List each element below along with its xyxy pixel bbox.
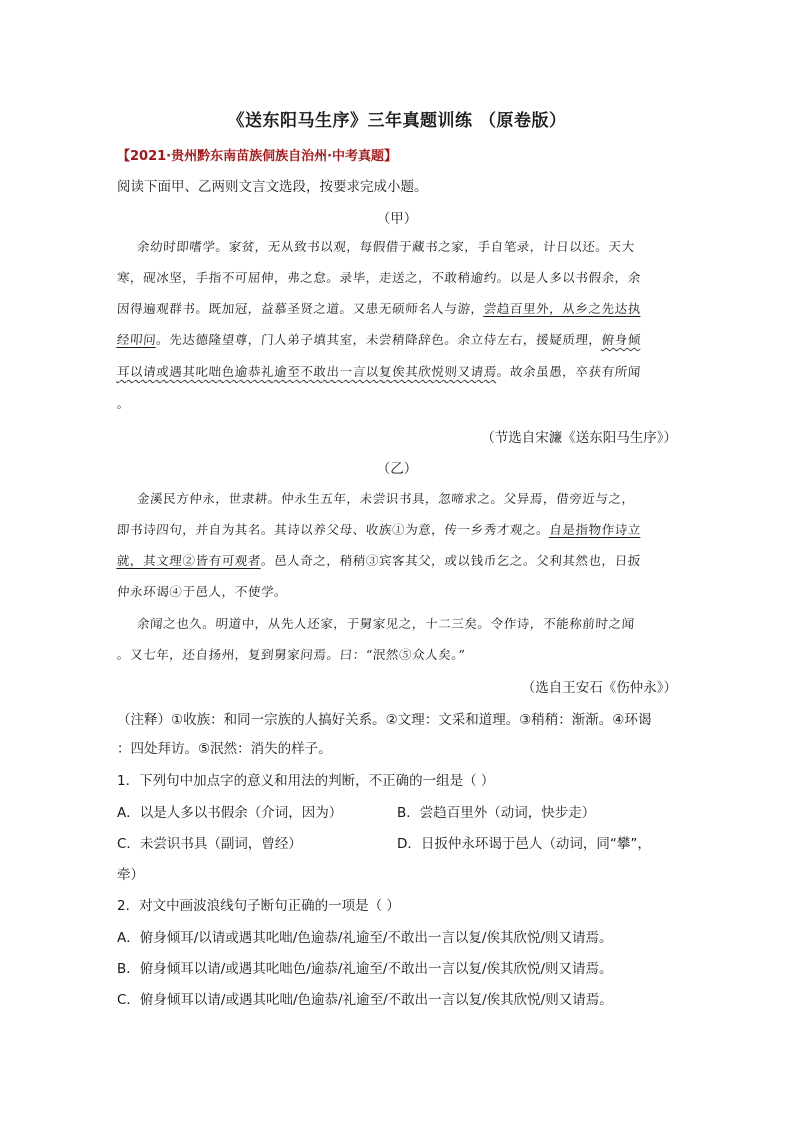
question-2-option-b: B．俯身倾耳以请/或遇其叱咄色/逾恭/礼逾至/不敢出一言以复/俟其欣悦/则又请焉。	[117, 961, 613, 977]
question-1-option-a: A．以是人多以书假余（介词，因为）	[117, 805, 343, 821]
passage-text: 。故余虽愚，卒获有所闻	[496, 364, 642, 379]
passage-yi-line: 金溪民方仲永，世隶耕。仲永生五年，未尝识书具，忽啼求之。父异焉，借旁近与之，	[136, 491, 636, 506]
underlined-sentence: 自是指物作诗立	[548, 522, 642, 537]
passage-yi-heading: （乙）	[376, 461, 418, 477]
passage-text: 因得遍观群书。既加冠，益慕圣贤之道。又患无硕师名人与游，	[116, 301, 485, 316]
passage-jia-line	[116, 362, 677, 380]
notes-line: ：四处拜访。⑤泯然：消失的样子。	[117, 741, 332, 757]
passage-jia-heading: （甲）	[376, 211, 418, 227]
passage-yi-line	[116, 551, 677, 569]
passage-yi-line: 。又七年，还自扬州，复到舅家问焉。曰：“泯然⑤众人矣。”	[116, 647, 466, 662]
passage-jia-line	[116, 330, 677, 348]
underlined-sentence: 就，其文理②皆有可观者	[116, 553, 262, 568]
question-1-option-b: B．尝趋百里外（动词，快步走）	[397, 805, 596, 821]
page-title: 《送东阳马生序》三年真题训练 （原卷版）	[227, 111, 567, 131]
passage-yi-source: （选自王安石《伤仲永》）	[521, 680, 677, 696]
passage-jia-line: 。	[116, 396, 131, 411]
exam-source-tag: 【2021·贵州黔东南苗族侗族自治州·中考真题】	[117, 149, 398, 164]
question-2-option-a: A．俯身倾耳/以请或遇其叱咄/色逾恭/礼逾至/不敢出一言以复/俟其欣悦/则又请焉。	[117, 930, 613, 946]
wavy-underlined-sentence: 耳以请或遇其叱咄色逾恭礼逾至不敢出一言以复俟其欣悦则又请焉	[116, 364, 498, 379]
question-2-stem: 2．对文中画波浪线句子断句正确的一项是（ ）	[117, 898, 400, 914]
passage-text: 即书诗四句，并自为其名。其诗以养父母、收族①为意，传一乡秀才观之。	[116, 522, 550, 537]
passage-jia-line: 余幼时即嗜学。家贫，无从致书以观，每假借于藏书之家，手自笔录，计日以还。天大	[136, 239, 636, 254]
question-1-stem: 1．下列句中加点字的意义和用法的判断，不正确的一组是（ ）	[117, 773, 495, 789]
instruction-text: 阅读下面甲、乙两则文言文选段，按要求完成小题。	[117, 179, 428, 195]
underlined-sentence: 经叩问	[116, 332, 157, 347]
passage-yi-line	[116, 520, 677, 538]
question-2-option-c: C．俯身倾耳以请/或遇其叱咄/色逾恭/礼逾至/不敢出一言以复/俟其欣悦/则又请焉。	[117, 992, 613, 1008]
passage-yi-line: 余闻之也久。明道中，从先人还家，于舅家见之，十二三矣。令作诗，不能称前时之闻	[136, 616, 636, 631]
passage-jia-source: （节选自宋濂《送东阳马生序》）	[481, 430, 677, 446]
passage-jia-line	[116, 299, 677, 317]
notes-line: （注释）①收族：和同一宗族的人搞好关系。②文理：文采和道理。③稍稍：渐渐。④环谒	[117, 712, 652, 728]
passage-text: 。邑人奇之，稍稍③宾客其父，或以钱币乞之。父利其然也，日扳	[260, 553, 642, 568]
question-1-option-d-continued: 牵）	[117, 867, 144, 883]
passage-yi-line: 仲永环谒④于邑人，不使学。	[116, 584, 288, 599]
question-1-option-c: C．未尝识书具（副词，曾经）	[117, 836, 302, 852]
passage-jia-line: 寒，砚冰坚，手指不可屈伸，弗之怠。录毕，走送之，不敢稍逾约。以是人多以书假余，余	[116, 270, 642, 285]
question-1-option-d: D．日扳仲永环谒于邑人（动词，同“攀”，	[397, 836, 651, 852]
underlined-sentence: 尝趋百里外，从乡之先达执	[483, 301, 642, 316]
wavy-underlined-sentence: 俯身倾	[601, 332, 642, 347]
passage-text: 。先达德隆望尊，门人弟子填其室，未尝稍降辞色。余立侍左右，援疑质理，	[155, 332, 603, 347]
